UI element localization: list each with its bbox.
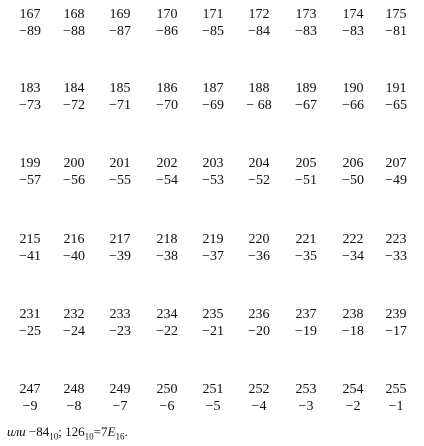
table-row xyxy=(0,6,424,46)
number-pair xyxy=(239,306,279,346)
unsigned-value: 248 xyxy=(63,382,85,397)
unsigned-value: 234 xyxy=(156,307,178,322)
signed-value: −19 xyxy=(295,324,317,339)
signed-value: −84 xyxy=(248,24,270,39)
number-pair xyxy=(193,6,233,46)
unsigned-value: 215 xyxy=(19,232,41,247)
signed-value: −36 xyxy=(248,249,270,264)
number-pair xyxy=(333,231,373,271)
number-pair xyxy=(193,381,233,421)
table-row xyxy=(0,155,424,195)
unsigned-value: 232 xyxy=(63,307,85,322)
unsigned-value: 249 xyxy=(109,382,131,397)
number-pair xyxy=(239,231,279,271)
signed-value: −33 xyxy=(385,249,407,264)
table-row xyxy=(0,231,424,271)
signed-value: −8 xyxy=(66,399,82,414)
signed-value: −1 xyxy=(388,399,404,414)
signed-value: −56 xyxy=(63,173,85,188)
unsigned-value: 255 xyxy=(385,382,407,397)
number-pair xyxy=(54,231,94,271)
signed-value: −81 xyxy=(385,24,407,39)
signed-value: −7 xyxy=(112,399,128,414)
signed-value: −23 xyxy=(109,324,131,339)
number-pair xyxy=(10,80,50,120)
number-pair xyxy=(286,231,326,271)
table-row xyxy=(0,306,424,346)
unsigned-value: 185 xyxy=(109,81,131,96)
signed-value: −73 xyxy=(19,98,41,113)
number-pair xyxy=(333,80,373,120)
signed-value: −18 xyxy=(342,324,364,339)
number-pair xyxy=(193,155,233,195)
unsigned-value: 186 xyxy=(156,81,178,96)
number-pair xyxy=(376,381,416,421)
number-pair xyxy=(100,231,140,271)
number-pair xyxy=(376,80,416,120)
number-pair xyxy=(100,155,140,195)
signed-value: −67 xyxy=(295,98,317,113)
number-pair xyxy=(147,80,187,120)
unsigned-value: 239 xyxy=(385,307,407,322)
signed-value: −69 xyxy=(202,98,224,113)
signed-value: −72 xyxy=(63,98,85,113)
number-pair xyxy=(193,80,233,120)
unsigned-value: 233 xyxy=(109,307,131,322)
signed-value: −70 xyxy=(156,98,178,113)
number-pair xyxy=(147,155,187,195)
footnote-letter: E xyxy=(107,424,116,439)
number-pair xyxy=(100,80,140,120)
unsigned-value: 205 xyxy=(295,156,317,171)
unsigned-value: 170 xyxy=(156,7,178,22)
unsigned-value: 169 xyxy=(109,7,131,22)
footnote-end: . xyxy=(124,424,128,439)
unsigned-value: 190 xyxy=(342,81,364,96)
signed-value: −85 xyxy=(202,24,224,39)
footnote xyxy=(7,424,128,440)
unsigned-value: 218 xyxy=(156,232,178,247)
number-pair xyxy=(147,6,187,46)
number-pair xyxy=(147,306,187,346)
signed-value: −55 xyxy=(109,173,131,188)
unsigned-value: 238 xyxy=(342,307,364,322)
signed-value: −4 xyxy=(251,399,267,414)
unsigned-value: 220 xyxy=(248,232,270,247)
unsigned-value: 219 xyxy=(202,232,224,247)
number-pair xyxy=(10,381,50,421)
unsigned-value: 251 xyxy=(202,382,224,397)
number-pair xyxy=(286,155,326,195)
signed-value: −88 xyxy=(63,24,85,39)
signed-value: − 68 xyxy=(246,98,272,113)
signed-value: −65 xyxy=(385,98,407,113)
unsigned-value: 175 xyxy=(385,7,407,22)
number-pair xyxy=(333,306,373,346)
number-pair xyxy=(239,155,279,195)
unsigned-value: 254 xyxy=(342,382,364,397)
unsigned-value: 221 xyxy=(295,232,317,247)
number-pair xyxy=(333,6,373,46)
unsigned-value: 172 xyxy=(248,7,270,22)
number-pair xyxy=(239,6,279,46)
footnote-value-2: 126 xyxy=(65,424,85,439)
number-pair xyxy=(333,381,373,421)
footnote-equals: =7 xyxy=(93,424,108,439)
signed-value: −51 xyxy=(295,173,317,188)
number-pair xyxy=(286,6,326,46)
signed-value: −24 xyxy=(63,324,85,339)
number-pair xyxy=(333,155,373,195)
number-pair xyxy=(376,6,416,46)
number-pair xyxy=(286,306,326,346)
signed-value: −53 xyxy=(202,173,224,188)
signed-value: −71 xyxy=(109,98,131,113)
footnote-base-1: 10 xyxy=(49,431,59,442)
signed-value: −6 xyxy=(159,399,175,414)
unsigned-value: 237 xyxy=(295,307,317,322)
unsigned-value: 168 xyxy=(63,7,85,22)
number-pair xyxy=(54,6,94,46)
signed-value: −86 xyxy=(156,24,178,39)
number-pair xyxy=(10,231,50,271)
number-pair xyxy=(54,155,94,195)
unsigned-value: 202 xyxy=(156,156,178,171)
number-pair xyxy=(54,306,94,346)
number-pair xyxy=(376,155,416,195)
unsigned-value: 200 xyxy=(63,156,85,171)
number-pair xyxy=(10,155,50,195)
signed-value: −22 xyxy=(156,324,178,339)
number-pair xyxy=(54,381,94,421)
table-row xyxy=(0,80,424,120)
unsigned-value: 187 xyxy=(202,81,224,96)
unsigned-value: 184 xyxy=(63,81,85,96)
number-pair xyxy=(10,306,50,346)
number-pair xyxy=(193,231,233,271)
signed-value: −87 xyxy=(109,24,131,39)
unsigned-value: 174 xyxy=(342,7,364,22)
number-pair xyxy=(10,6,50,46)
footnote-lead: или xyxy=(7,424,26,439)
signed-value: −54 xyxy=(156,173,178,188)
unsigned-value: 253 xyxy=(295,382,317,397)
unsigned-value: 201 xyxy=(109,156,131,171)
unsigned-value: 231 xyxy=(19,307,41,322)
signed-value: −66 xyxy=(342,98,364,113)
number-pair xyxy=(100,306,140,346)
footnote-separator: ; xyxy=(58,424,62,439)
signed-value: −17 xyxy=(385,324,407,339)
signed-value: −38 xyxy=(156,249,178,264)
unsigned-value: 217 xyxy=(109,232,131,247)
unsigned-value: 204 xyxy=(248,156,270,171)
unsigned-value: 235 xyxy=(202,307,224,322)
signed-value: −83 xyxy=(295,24,317,39)
unsigned-value: 189 xyxy=(295,81,317,96)
table-row xyxy=(0,381,424,421)
unsigned-value: 188 xyxy=(248,81,270,96)
unsigned-value: 216 xyxy=(63,232,85,247)
unsigned-value: 191 xyxy=(385,81,407,96)
unsigned-value: 207 xyxy=(385,156,407,171)
signed-value: −50 xyxy=(342,173,364,188)
signed-value: −39 xyxy=(109,249,131,264)
number-pair xyxy=(239,381,279,421)
number-pair xyxy=(100,381,140,421)
signed-value: −41 xyxy=(19,249,41,264)
signed-value: −5 xyxy=(205,399,221,414)
number-pair xyxy=(147,231,187,271)
signed-value: −52 xyxy=(248,173,270,188)
number-pair xyxy=(54,80,94,120)
unsigned-value: 167 xyxy=(19,7,41,22)
unsigned-value: 250 xyxy=(156,382,178,397)
signed-value: −9 xyxy=(22,399,38,414)
footnote-value-1: −84 xyxy=(28,424,50,439)
unsigned-value: 171 xyxy=(202,7,224,22)
footnote-base-2: 10 xyxy=(84,431,94,442)
number-pair xyxy=(376,231,416,271)
signed-value: −37 xyxy=(202,249,224,264)
signed-value: −2 xyxy=(345,399,361,414)
number-pair xyxy=(286,381,326,421)
signed-value: −49 xyxy=(385,173,407,188)
number-pair xyxy=(239,80,279,120)
number-pair xyxy=(147,381,187,421)
unsigned-value: 203 xyxy=(202,156,224,171)
footnote-base-3: 16 xyxy=(115,431,125,442)
number-pair xyxy=(193,306,233,346)
number-pair xyxy=(376,306,416,346)
unsigned-value: 252 xyxy=(248,382,270,397)
signed-value: −34 xyxy=(342,249,364,264)
unsigned-value: 206 xyxy=(342,156,364,171)
number-pair xyxy=(286,80,326,120)
unsigned-value: 183 xyxy=(19,81,41,96)
signed-value: −25 xyxy=(19,324,41,339)
signed-value: −21 xyxy=(202,324,224,339)
unsigned-value: 173 xyxy=(295,7,317,22)
unsigned-value: 236 xyxy=(248,307,270,322)
signed-value: −40 xyxy=(63,249,85,264)
unsigned-value: 222 xyxy=(342,232,364,247)
signed-value: −83 xyxy=(342,24,364,39)
signed-value: −3 xyxy=(298,399,314,414)
number-pair xyxy=(100,6,140,46)
unsigned-value: 199 xyxy=(19,156,41,171)
unsigned-value: 223 xyxy=(385,232,407,247)
signed-value: −89 xyxy=(19,24,41,39)
signed-value: −57 xyxy=(19,173,41,188)
unsigned-value: 247 xyxy=(19,382,41,397)
signed-value: −20 xyxy=(248,324,270,339)
signed-value: −35 xyxy=(295,249,317,264)
